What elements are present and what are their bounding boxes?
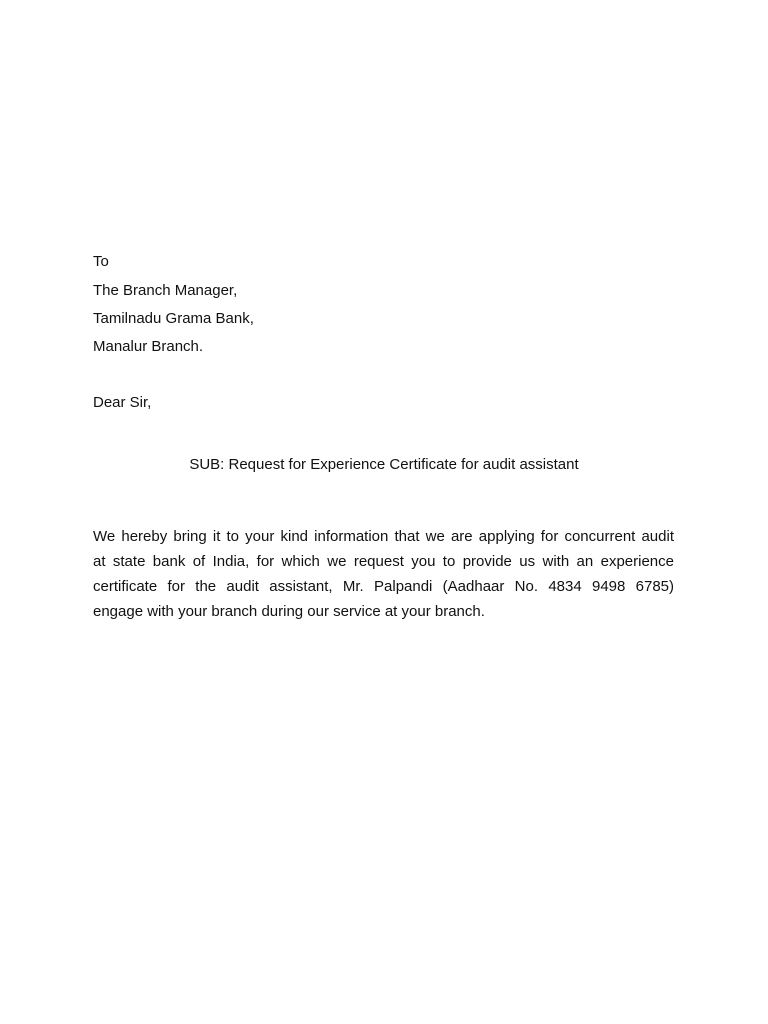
body-line: engage with your branch during our service at your branch. [93, 603, 485, 620]
body-paragraph [93, 524, 674, 624]
salutation: Dear Sir, [93, 394, 152, 411]
subject-line: SUB: Request for Experience Certificate for audit assistant [189, 456, 579, 473]
recipient-line-2: Tamilnadu Grama Bank, [93, 310, 254, 327]
body-line: We hereby bring it to your kind information that we are applying for concurrent audit [93, 528, 674, 545]
body-line: at state bank of India, for which we request you to provide us with an experience [93, 553, 674, 570]
body-line: certificate for the audit assistant, Mr. Palpandi (Aadhaar No. 4834 9498 6785) [93, 578, 674, 595]
recipient-line-3: Manalur Branch. [93, 338, 204, 355]
recipient-to: To [93, 253, 109, 270]
recipient-line-1: The Branch Manager, [93, 282, 238, 299]
